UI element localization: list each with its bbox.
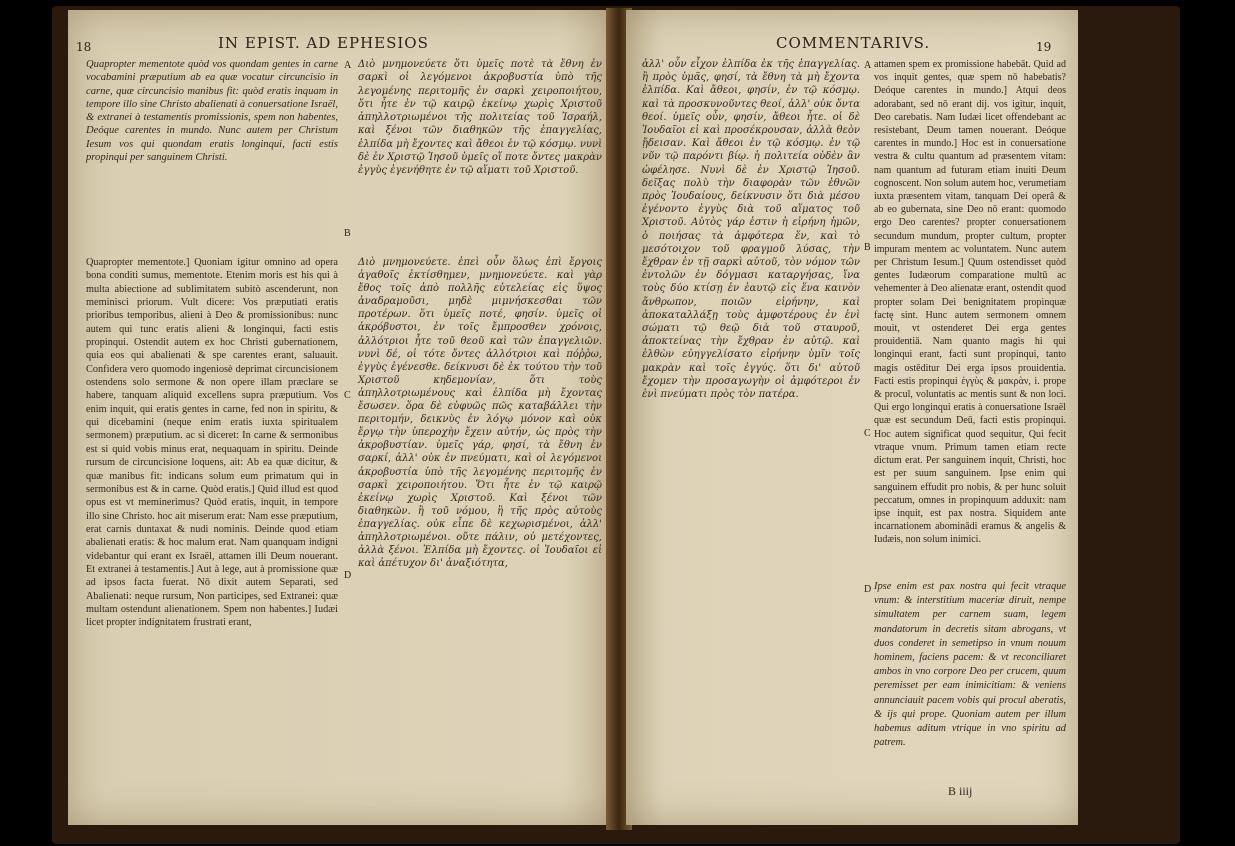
commentary-latin-2: Quòd eratis.] Quid illud est quod opus est vt meminerimus? Quòd eratis, inquit, in tempore illo sine Christo. hoc ait miserum erat: Nam esse præputium, erat carnis duntaxat & nudi nominis. Deinde quod etiam abalienati eratis: & hoc malum erat. Nam quanquam indigni videbantur qui erant ex Israël, attamen illi Deum nouerant.	[86, 483, 339, 562]
margin-letter-d: D	[344, 570, 352, 581]
margin-letter-c: C	[864, 428, 871, 439]
margin-letter-b: B	[864, 242, 871, 253]
commentary-latin-1: Quapropter mementote.] Quoniam igitur omnino ad opera bona conditi sumus, mementote. Etenim moris est his qui à multa abiectione ad sublimitatem subitò ascenderunt, non meminisci priorum. Vult dicere: Vos præputiati eratis prioribus temporibus, alieni à Deo & promissionibus: nunc autem qui tunc eratis alieni & longinqui, facti estis propinqui. Ostendit autem ex hoc Christi gubernationem, quia eos qui abalienati & spe carentes erant, saluauit. Confidera vero quomodo ingeniosè deprimat circuncisionem ostendens solo sermone & non opere illam præclare se habere, tanquam aliquid excellens supra præputium. Vos enim inquit, qui eratis gentes in carne, fed non in spiritu, & qui dicebamini (neque enim eratis iuxta spiritualem sermonem) præputium. ac si diceret: In carne & sermonibus est si quid vobis minus erat, nequaquam in spiritu. Deinde rursum de circuncisione loquens, ait: Ab ea quæ dicitur, & quæ manibus fit: indicans solum eum primatum qui in sermonibus est & in carne.	[86, 257, 338, 495]
page-number: 19	[1036, 40, 1052, 54]
running-head: IN EPIST. AD EPHESIOS	[218, 34, 429, 52]
page-number: 18	[76, 40, 92, 54]
running-head: COMMENTARIVS.	[776, 34, 931, 52]
left-page	[68, 10, 616, 825]
right-page	[626, 10, 1078, 825]
scripture-latin: Ipse enim est pax nostra qui fecit vtraque vnum: & interstitium maceriæ diruit, nempe simultatem per carnem suam, legem mandatorum in decretis sitam abrogans, vt duos conderet in semetipso in vnum nouum hominem, faciens pacem: & vt reconciliaret ambos in vno corpore Deo per crucem, quum peremisset per eam inimicitiam: & veniens annunciauit pacem vobis qui procul aberatis, & ijs qui prope. Quoniam autem per illum habemus aditum vtrique in vno spiritu ad patrem.	[874, 581, 1066, 749]
margin-letter-a: A	[344, 60, 352, 71]
scripture-greek: Διὸ μνημονεύετε ὅτι ὑμεῖς ποτὲ τὰ ἔθνη ἐν σαρκὶ οἱ λεγόμενοι ἀκροβυστία ὑπὸ τῆς λεγομένης περιτομῆς ἐν σαρκὶ χειροποιήτου, ὅτι ἦτε ἐν τῷ καιρῷ ἐκείνῳ χωρὶς Χριστοῦ ἀπηλλοτριωμένοι τῆς πολιτείας τοῦ Ἰσραήλ, καὶ ξένοι τῶν διαθηκῶν τῆς ἐπαγγελίας, ἐλπίδα μὴ ἔχοντες καὶ ἄθεοι ἐν τῷ κόσμῳ. νυνὶ δὲ ἐν Χριστῷ Ἰησοῦ ὑμεῖς οἵ ποτε ὄντες μακρὰν ἐγγὺς ἐγενήθητε ἐν τῷ αἵματι τοῦ Χριστοῦ.	[358, 59, 602, 177]
scripture-latin: Quapropter mementote quòd vos quondam gentes in carne vocabamini præputium ab ea quæ vocatur circuncisio in carne, quæ circuncisio manibus fit: quòd eratis inquam in tempore illo sine Christo abalienati à conuersatione Israël, & extranei à testamentis promissionis, spem non habentes, Deóque carentes in mundo. Nunc autem per Christum Iesum vos qui quondam eratis longinqui, facti estis propinqui per sanguinem Christi.	[86, 59, 338, 164]
margin-letter-a: A	[864, 60, 872, 71]
commentary-greek: Διὸ μνημονεύετε. ἐπεὶ οὖν ὅλως ἐπὶ ἔργοις ἀγαθοῖς ἐκτίσθημεν, μνημονεύετε. καὶ γὰρ ἔθος τοῖς ἀπὸ πολλῆς εὐτελείας εἰς ὕψος ἀναδραμοῦσι, μηδὲ μιμνήσκεσθαι τῶν προτέρων. ὅτι ὑμεῖς ποτέ, φησίν. ὑμεῖς οἱ ἀκρόβυστοι, ἐν τοῖς ἔμπροσθεν χρόνοις, ἀλλότριοι ἦτε τοῦ θεοῦ καὶ τῶν ἐπαγγελιῶν. νυνὶ δέ, οἱ τότε ὄντες ἀλλότριοι καὶ πόῤῥω, ἐγγὺς ἐγένεσθε. δείκνυσι δὲ ἐκ τούτου τὴν τοῦ Χριστοῦ κηδεμονίαν, ὅτι τοὺς ἀπηλλοτριωμένους καὶ ἐλπίδα μὴ ἔχοντας ἔσωσεν. ὅρα δὲ εὐφυῶς πῶς καταβάλλει τὴν περιτομήν, δεικνὺς ἐν λόγῳ μόνον καὶ οὐκ ἔργῳ τὴν ὑπεροχὴν ἔχειν αὐτήν, ὡς πρὸς τὴν ἀκροβυστίαν. ὑμεῖς γάρ, φησί, τὰ ἔθνη ἐν σαρκί, ἀλλ' οὐκ ἐν πνεύματι, καὶ οἱ λεγόμενοι ἀκροβυστία ὑπὸ τῆς λεγομένης περιτομῆς ἐν σαρκὶ χειροποιήτου. Ὅτι ἦτε ἐν τῷ καιρῷ ἐκείνῳ χωρὶς Χριστοῦ. Καὶ ξένοι τῶν διαθηκῶν. ἢ τοῦ νόμου, ἢ τῆς πρὸς αὐτοὺς ἐπαγγελίας. οὐκ εἶπε δὲ κεχωρισμένοι, ἀλλ' ἀπηλλοτριωμένοι. οὔτε πάλιν, οὐ μετέχοντες, ἀλλὰ ξένοι. Ἐλπίδα μὴ ἔχοντες. οἱ Ἰουδαῖοι εἰ καὶ ἀπέτυχον δι' ἀναξιότητα,	[358, 257, 602, 570]
margin-letter-d: D	[864, 584, 872, 595]
commentary-latin: attamen spem ex promissione habebāt. Quid ad vos inquit gentes, quæ spem nō habebatis? Deóque carentes in mundo.] Atqui deos adorabant, sed nō erant dij. vos igitur, inquit, Deo carebatis. Nam Iudæi licet offendebant ac resistebant, Deum tamen nouerant. Deóque carentes in mundo.] Hoc est in conuersatione vestra & cultu quantum ad præsentem vitam: nam quantum ad futuram etiam inuiti Deum cognoscent. Non solum autem hoc, verumetiam iuxta præsentem vitam, tanquam Dei operâ & ab eo gubernata, sine Deo nō erant: quomodo ergo Deo carentes? propter conuersationem secundum mundum, propter cultum, propter impuram mentem ac voluntatem. Nunc autem per Christum Iesum.] Quum ostendisset quòd gentes Iudæorum comparatione multū ac vehementer à Deo alienatæ erant, ostendit quod propter solam Dei benignitatem propinquæ factę sint. Hunc autem sermonem omnem mouit, vt ostenderet Dei erga gentes prouidentiā. Nam quanto magis hi qui longinqui erant, facti sunt propinqui, tanto magis ostēditur Dei erga ipsos prouidentia. Facti estis propinqui ἐγγὺς & μακρὰν, i. prope & procul, voluntatis ac mentis sunt & non loci. Qui ergo longinqui eratis à conuersatione Israël quæ est secundum Deū, facti estis propinqui. Hoc autem significat quod sequitur, Qui fecit vtraque vnum. Primum tamen etiam recte dictum erat. Per sanguinem inquit, Christi, hoc est per suum sanguinem. Ipse enim qui sanguinem effudit pro nobis, & per hunc soluit peccatum, omnes in propinquum adduxit: nam ipse inquit, est pax nostra. Siquidem ante incarnationem abominādi eramus & angelis & Iudæis, non solum inimici.	[874, 59, 1066, 546]
margin-letter-c: C	[344, 390, 351, 401]
commentary-greek: ἀλλ' οὖν εἶχον ἐλπίδα ἐκ τῆς ἐπαγγελίας. ἢ πρὸς ὑμᾶς, φησί, τὰ ἔθνη τὰ μὴ ἔχοντα ἐλπίδα. Καὶ ἄθεοι, φησίν, ἐν τῷ κόσμῳ. καὶ τὰ προσκυνοῦντες θεοί, ἀλλ' οὐκ ὄντα θεοί. ὑμεῖς οὖν, φησίν, ἄθεοι ἦτε. οἱ δὲ Ἰουδαῖοι εἰ καὶ προσέκρουσαν, ἀλλὰ θεὸν ᾔδεισαν. Καὶ ἄθεοι ἐν τῷ κόσμῳ. ἐν τῷ νῦν τῷ παρόντι βίῳ. ἡ πολιτεία οὐδὲν ἂν ὠφέλησε. Νυνὶ δὲ ἐν Χριστῷ Ἰησοῦ. δεῖξας πολὺ τὴν διαφορὰν τῶν ἐθνῶν πρὸς Ἰουδαίους, δείκνυσιν ὅτι διὰ μέσου ἐγένοντο ἐγγὺς διὰ τοῦ αἵματος τοῦ Χριστοῦ. Αὐτὸς γάρ ἐστιν ἡ εἰρήνη ἡμῶν, ὁ ποιήσας τὰ ἀμφότερα ἕν, καὶ τὸ μεσότοιχον τοῦ φραγμοῦ λύσας, τὴν ἔχθραν ἐν τῇ σαρκὶ αὐτοῦ, τὸν νόμον τῶν ἐντολῶν ἐν δόγμασι καταργήσας, ἵνα τοὺς δύο κτίσῃ ἐν ἑαυτῷ εἰς ἕνα καινὸν ἄνθρωπον, ποιῶν εἰρήνην, καὶ ἀποκαταλλάξῃ τοὺς ἀμφοτέρους ἐν ἑνὶ σώματι τῷ θεῷ διὰ τοῦ σταυροῦ, ἀποκτείνας τὴν ἔχθραν ἐν αὐτῷ. καὶ ἐλθὼν εὐηγγελίσατο εἰρήνην ὑμῖν τοῖς μακρὰν καὶ τοῖς ἐγγύς. ὅτι δι' αὐτοῦ ἔχομεν τὴν προσαγωγὴν οἱ ἀμφότεροι ἐν ἑνὶ πνεύματι πρὸς τὸν πατέρα.	[642, 59, 860, 401]
commentary-latin-3: Et extranei à testamentis.] Aut à lege, aut à promissione quæ ad ipsos facta fuerat. Nō dixit autem Separati, sed Abalienati: neque rursum, Non participes, sed Extranei: quæ multam ostendunt alienationem.	[86, 563, 338, 615]
commentary-latin	[86, 256, 338, 630]
margin-letter-b: B	[344, 228, 351, 239]
signature-mark: B iiij	[948, 784, 973, 798]
commentary-latin-4: Spem non habentes.] Iudæi licet propter indignitatem frustrati erant,	[86, 603, 339, 629]
